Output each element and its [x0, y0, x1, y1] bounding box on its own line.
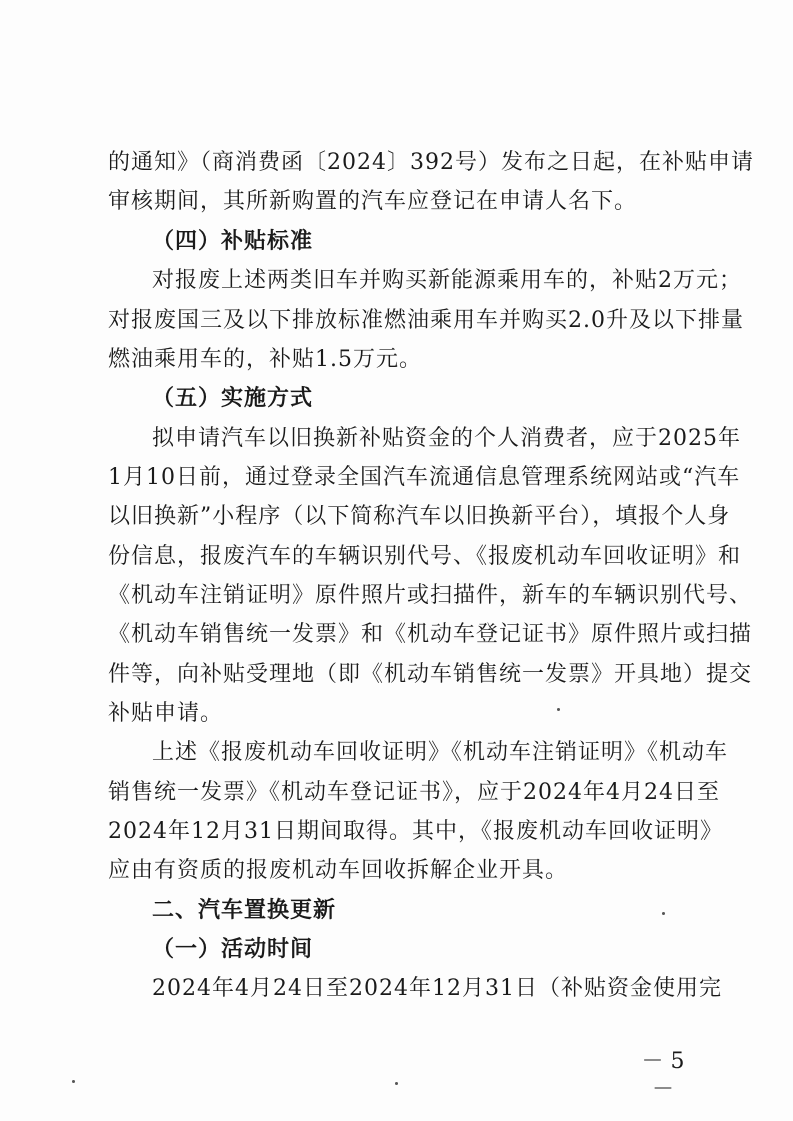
body-text-line: 对报废上述两类旧车并购买新能源乘用车的，补贴2万元； — [152, 268, 742, 293]
body-text-line: 拟申请汽车以旧换新补贴资金的个人消费者，应于2025年 — [152, 426, 741, 451]
body-text-line: 销售统一发票》《机动车登记证书》，应于2024年4月24日至 — [108, 780, 720, 805]
body-text-line: 以旧换新”小程序（以下简称汽车以旧换新平台），填报个人身 — [108, 504, 731, 529]
section-heading-car-replacement: 二、汽车置换更新 — [152, 898, 337, 923]
body-text-line: 《机动车销售统一发票》和《机动车登记证书》原件照片或扫描 — [108, 622, 753, 647]
body-text-line: 1月10日前，通过登录全国汽车流通信息管理系统网站或“汽车 — [108, 465, 741, 490]
body-text-line: 应由有资质的报废机动车回收拆解企业开具。 — [108, 858, 569, 883]
scan-speck — [395, 1082, 398, 1085]
subsection-heading-activity-time: （一）活动时间 — [152, 937, 314, 962]
body-text-line: 的通知》（商消费函〔2024〕392号）发布之日起，在补贴申请 — [108, 150, 754, 175]
body-text-line: 上述《报废机动车回收证明》《机动车注销证明》《机动车 — [152, 740, 729, 765]
section-heading-implementation: （五）实施方式 — [152, 386, 314, 411]
body-text-line: 审核期间，其所新购置的汽车应登记在申请人名下。 — [108, 189, 638, 214]
scan-speck — [72, 1080, 75, 1083]
body-text-line: 燃油乘用车的，补贴1.5万元。 — [108, 347, 422, 372]
body-text-line: 对报废国三及以下排放标准燃油乘用车并购买2.0升及以下排量 — [108, 308, 744, 333]
page-number: － 5 － — [641, 1049, 685, 1102]
body-text-line: 2024年4月24日至2024年12月31日（补贴资金使用完 — [152, 976, 722, 1001]
body-text-line: 《机动车注销证明》原件照片或扫描件，新车的车辆识别代号、 — [108, 583, 753, 608]
body-text-line: 件等，向补贴受理地（即《机动车销售统一发票》开具地）提交 — [108, 662, 753, 687]
section-heading-subsidy-standard: （四）补贴标准 — [152, 229, 314, 254]
body-text-line: 份信息，报废汽车的车辆识别代号、《报废机动车回收证明》和 — [108, 544, 742, 569]
scan-speck — [557, 708, 560, 711]
scan-speck — [662, 912, 665, 915]
body-text-line: 2024年12月31日期间取得。其中，《报废机动车回收证明》 — [108, 819, 723, 844]
body-text-line: 补贴申请。 — [108, 701, 224, 726]
